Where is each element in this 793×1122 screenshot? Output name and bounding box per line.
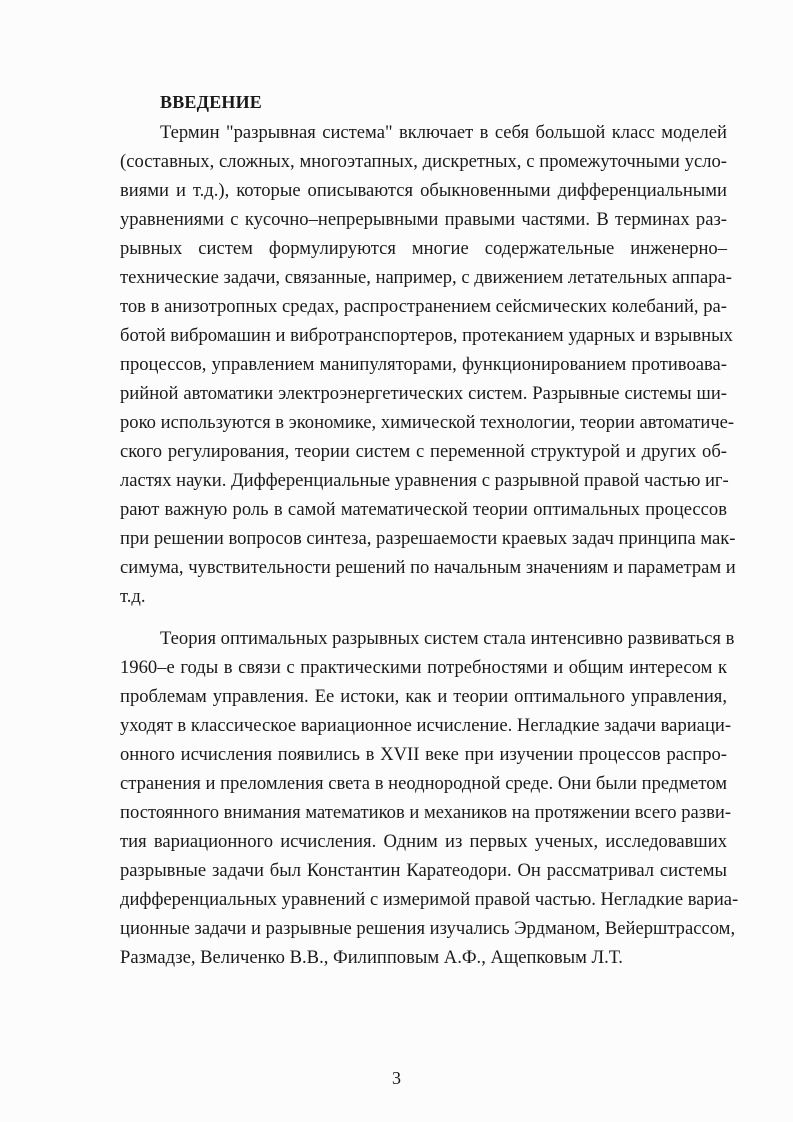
paragraph-1-line: т.д. <box>120 586 146 607</box>
paragraph-2-line: странения и преломления света в неоднородной среде. Они были предметом <box>120 773 727 794</box>
paragraph-2-line: Размадзе, Величенко В.В., Филипповым А.Ф., Ащепковым Л.Т. <box>120 947 623 968</box>
paragraph-2-line: проблемам управления. Ее истоки, как и теории оптимального управления, <box>120 686 727 707</box>
paragraph-1-line: рают важную роль в самой математической теории оптимальных процессов <box>120 499 727 520</box>
paragraph-1-line: симума, чувствительности решений по начальным значениям и параметрам и <box>120 557 736 578</box>
paragraph-2-line: постоянного внимания математиков и механиков на протяжении всего разви- <box>120 802 732 823</box>
paragraph-1-line: рийной автоматики электроэнергетических систем. Разрывные системы ши- <box>120 383 727 404</box>
paragraph-1-line: (составных, сложных, многоэтапных, дискретных, с промежуточными усло- <box>120 151 727 172</box>
paragraph-1-line: процессов, управлением манипуляторами, функционированием противоава- <box>120 354 727 375</box>
paragraph-1-line: Термин "разрывная система" включает в себя большой класс моделей <box>160 122 727 143</box>
paragraph-1-line: рывных систем формулируются многие содержательные инженерно– <box>120 238 727 259</box>
paragraph-2-line: 1960–е годы в связи с практическими потребностями и общим интересом к <box>120 657 727 678</box>
paragraph-1-line: виями и т.д.), которые описываются обыкновенными дифференциальными <box>120 180 727 201</box>
paragraph-1-line: ластях науки. Дифференциальные уравнения с разрывной правой частью иг- <box>120 470 729 491</box>
paragraph-2-line: дифференциальных уравнений с измеримой правой частью. Негладкие вариа- <box>120 889 739 910</box>
paragraph-2-line: онного исчисления появились в XVII веке при изучении процессов распро- <box>120 744 727 765</box>
paragraph-2-line: разрывные задачи был Константин Каратеодори. Он рассматривал системы <box>120 860 727 881</box>
paragraph-2-line: уходят в классическое вариационное исчисление. Негладкие задачи вариаци- <box>120 715 732 736</box>
paragraph-1-line: при решении вопросов синтеза, разрешаемости краевых задач принципа мак- <box>120 528 736 549</box>
paragraph-1-line: роко используются в экономике, химической технологии, теории автоматиче- <box>120 412 735 433</box>
paragraph-2-line: Теория оптимальных разрывных систем стала интенсивно развиваться в <box>160 628 735 649</box>
paragraph-1-line: ского регулирования, теории систем с переменной структурой и других об- <box>120 441 727 462</box>
paragraph-1-line: уравнениями с кусочно–непрерывными правыми частями. В терминах раз- <box>120 209 727 230</box>
section-heading: ВВЕДЕНИЕ <box>160 92 263 112</box>
paragraph-1-line: тов в анизотропных средах, распространением сейсмических колебаний, ра- <box>120 296 727 317</box>
paragraph-1-line: ботой вибромашин и вибротранспортеров, протеканием ударных и взрывных <box>120 325 733 346</box>
paragraph-2-line: ционные задачи и разрывные решения изучались Эрдманом, Вейерштрассом, <box>120 918 736 939</box>
page-number: 3 <box>392 1068 401 1088</box>
paragraph-2-line: тия вариационного исчисления. Одним из первых ученых, исследовавших <box>120 831 727 852</box>
paragraph-1-line: технические задачи, связанные, например, с движением летательных аппара- <box>120 267 732 288</box>
